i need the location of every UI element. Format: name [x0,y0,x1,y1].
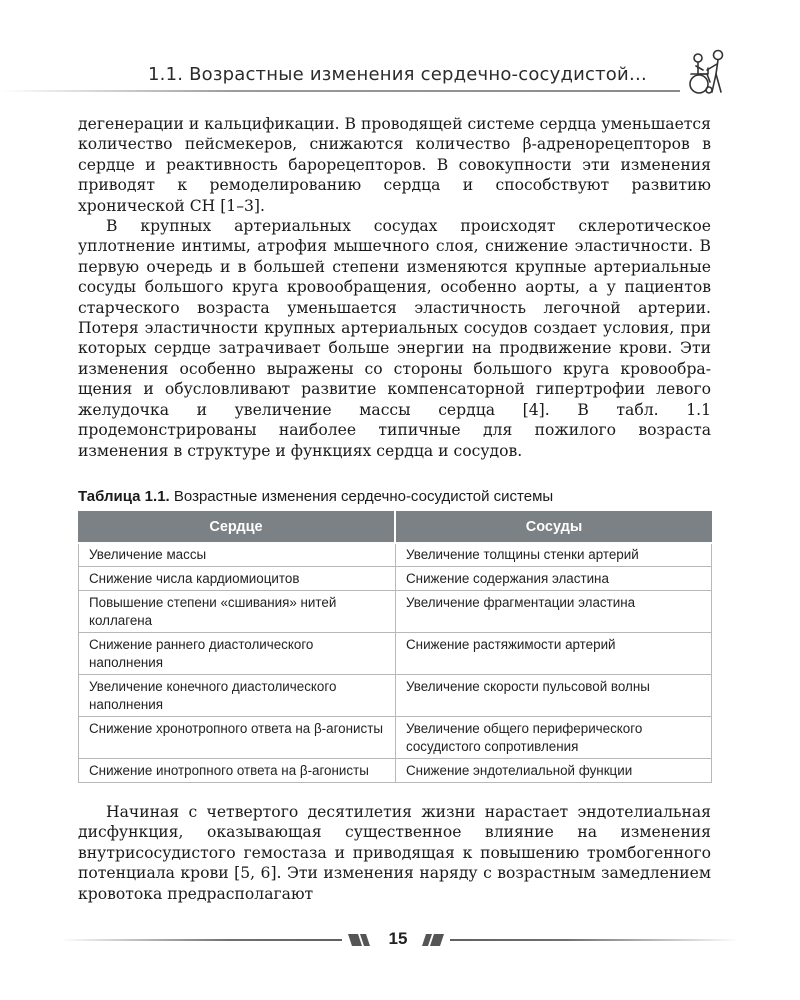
table-caption-label: Таблица 1.1. [78,488,170,505]
table-row [78,759,712,783]
paragraph: дегенерации и кальцификации. В проводящей системе сердца уменьшается количество пейсмекеров, снижаются количество β-адренорецепторов в сердце и реактивность барорецепторов. В совокупности эти изменения приводят к ремоделированию сердца и способствуют развитию хронической СН [1–3]. [78,115,711,215]
table-cell: Увеличение массы [78,544,396,567]
footer-rule-left [60,939,342,941]
body-text-bottom [78,802,711,904]
footer-ornament-left-icon [344,932,374,948]
table-cell: Снижение эндотелиальной функции [396,759,712,783]
table-row [78,591,712,633]
table-row [78,633,712,675]
table-cell: Снижение содержания эластина [396,567,712,591]
table-cell: Снижение растяжимости артерий [396,633,712,675]
table-cell: Увеличение фрагментации эластина [396,591,712,633]
table-cell: Снижение числа кардиомиоцитов [78,567,396,591]
table-age-changes [78,511,712,783]
paragraph: В крупных артериальных сосудах происходят склеротическое уплотнение интимы, атрофия мышечного слоя, снижение эластичности. В первую очередь и в большей степени изменяются крупные артериальные сосуды большого круга кровообращения, особенно аорты, а у пациентов старческого возраста уменьшается эластичность легочной артерии. Потеря эластичности крупных артериальных сосудов создает условия, при которых сердце затрачивает больше энергии на продвижение крови. Эти изменения особенно выражены со стороны большого круга кровообращения и обусловливают развитие компенсаторной гипертрофии левого желудочка и увеличение массы сердца [4]. В табл. 1.1 продемонстрированы наиболее типичные для пожилого возраста изменения в структуре и функциях сердца и сосудов. [78,217,711,460]
running-header [0,56,800,96]
page-footer [0,928,800,952]
table-row [78,717,712,759]
table-cell: Повышение степени «сшивания» нитей коллагена [78,591,396,633]
table-caption-text: Возрастные изменения сердечно-сосудистой системы [169,488,554,505]
footer-ornament-right-icon [418,932,448,948]
table-caption [78,488,718,505]
table-row [78,675,712,717]
column-header-vessels: Сосуды [396,511,712,542]
table-row [78,544,712,567]
running-header-title: 1.1. Возрастные изменения сердечно-сосудистой… [148,64,648,85]
column-header-heart: Сердце [78,511,396,542]
wheelchair-caregiver-icon [683,48,735,96]
table-row [78,567,712,591]
page-number: 15 [388,929,408,948]
table-cell: Увеличение скорости пульсовой волны [396,675,712,717]
body-text-top [78,114,711,461]
table-cell: Увеличение конечного диастолического наполнения [78,675,396,717]
table-cell: Снижение раннего диастолического наполнения [78,633,396,675]
table-cell: Снижение хронотропного ответа на β-агонисты [78,717,396,759]
table-cell: Увеличение общего периферического сосудистого сопротивления [396,717,712,759]
header-rule [0,90,680,92]
footer-rule-right [450,939,740,941]
paragraph: Начиная с четвертого десятилетия жизни нарастает эндотелиальная дисфункция, оказывающая существенное влияние на изменения внутрисосудистого гемостаза и приводящая к повышению тромбогенного потенциала крови [5, 6]. Эти изменения наряду с возрастным замедлением кровотока предрасполагают [78,803,711,903]
table-cell: Снижение инотропного ответа на β-агонисты [78,759,396,783]
table-cell: Увеличение толщины стенки артерий [396,544,712,567]
